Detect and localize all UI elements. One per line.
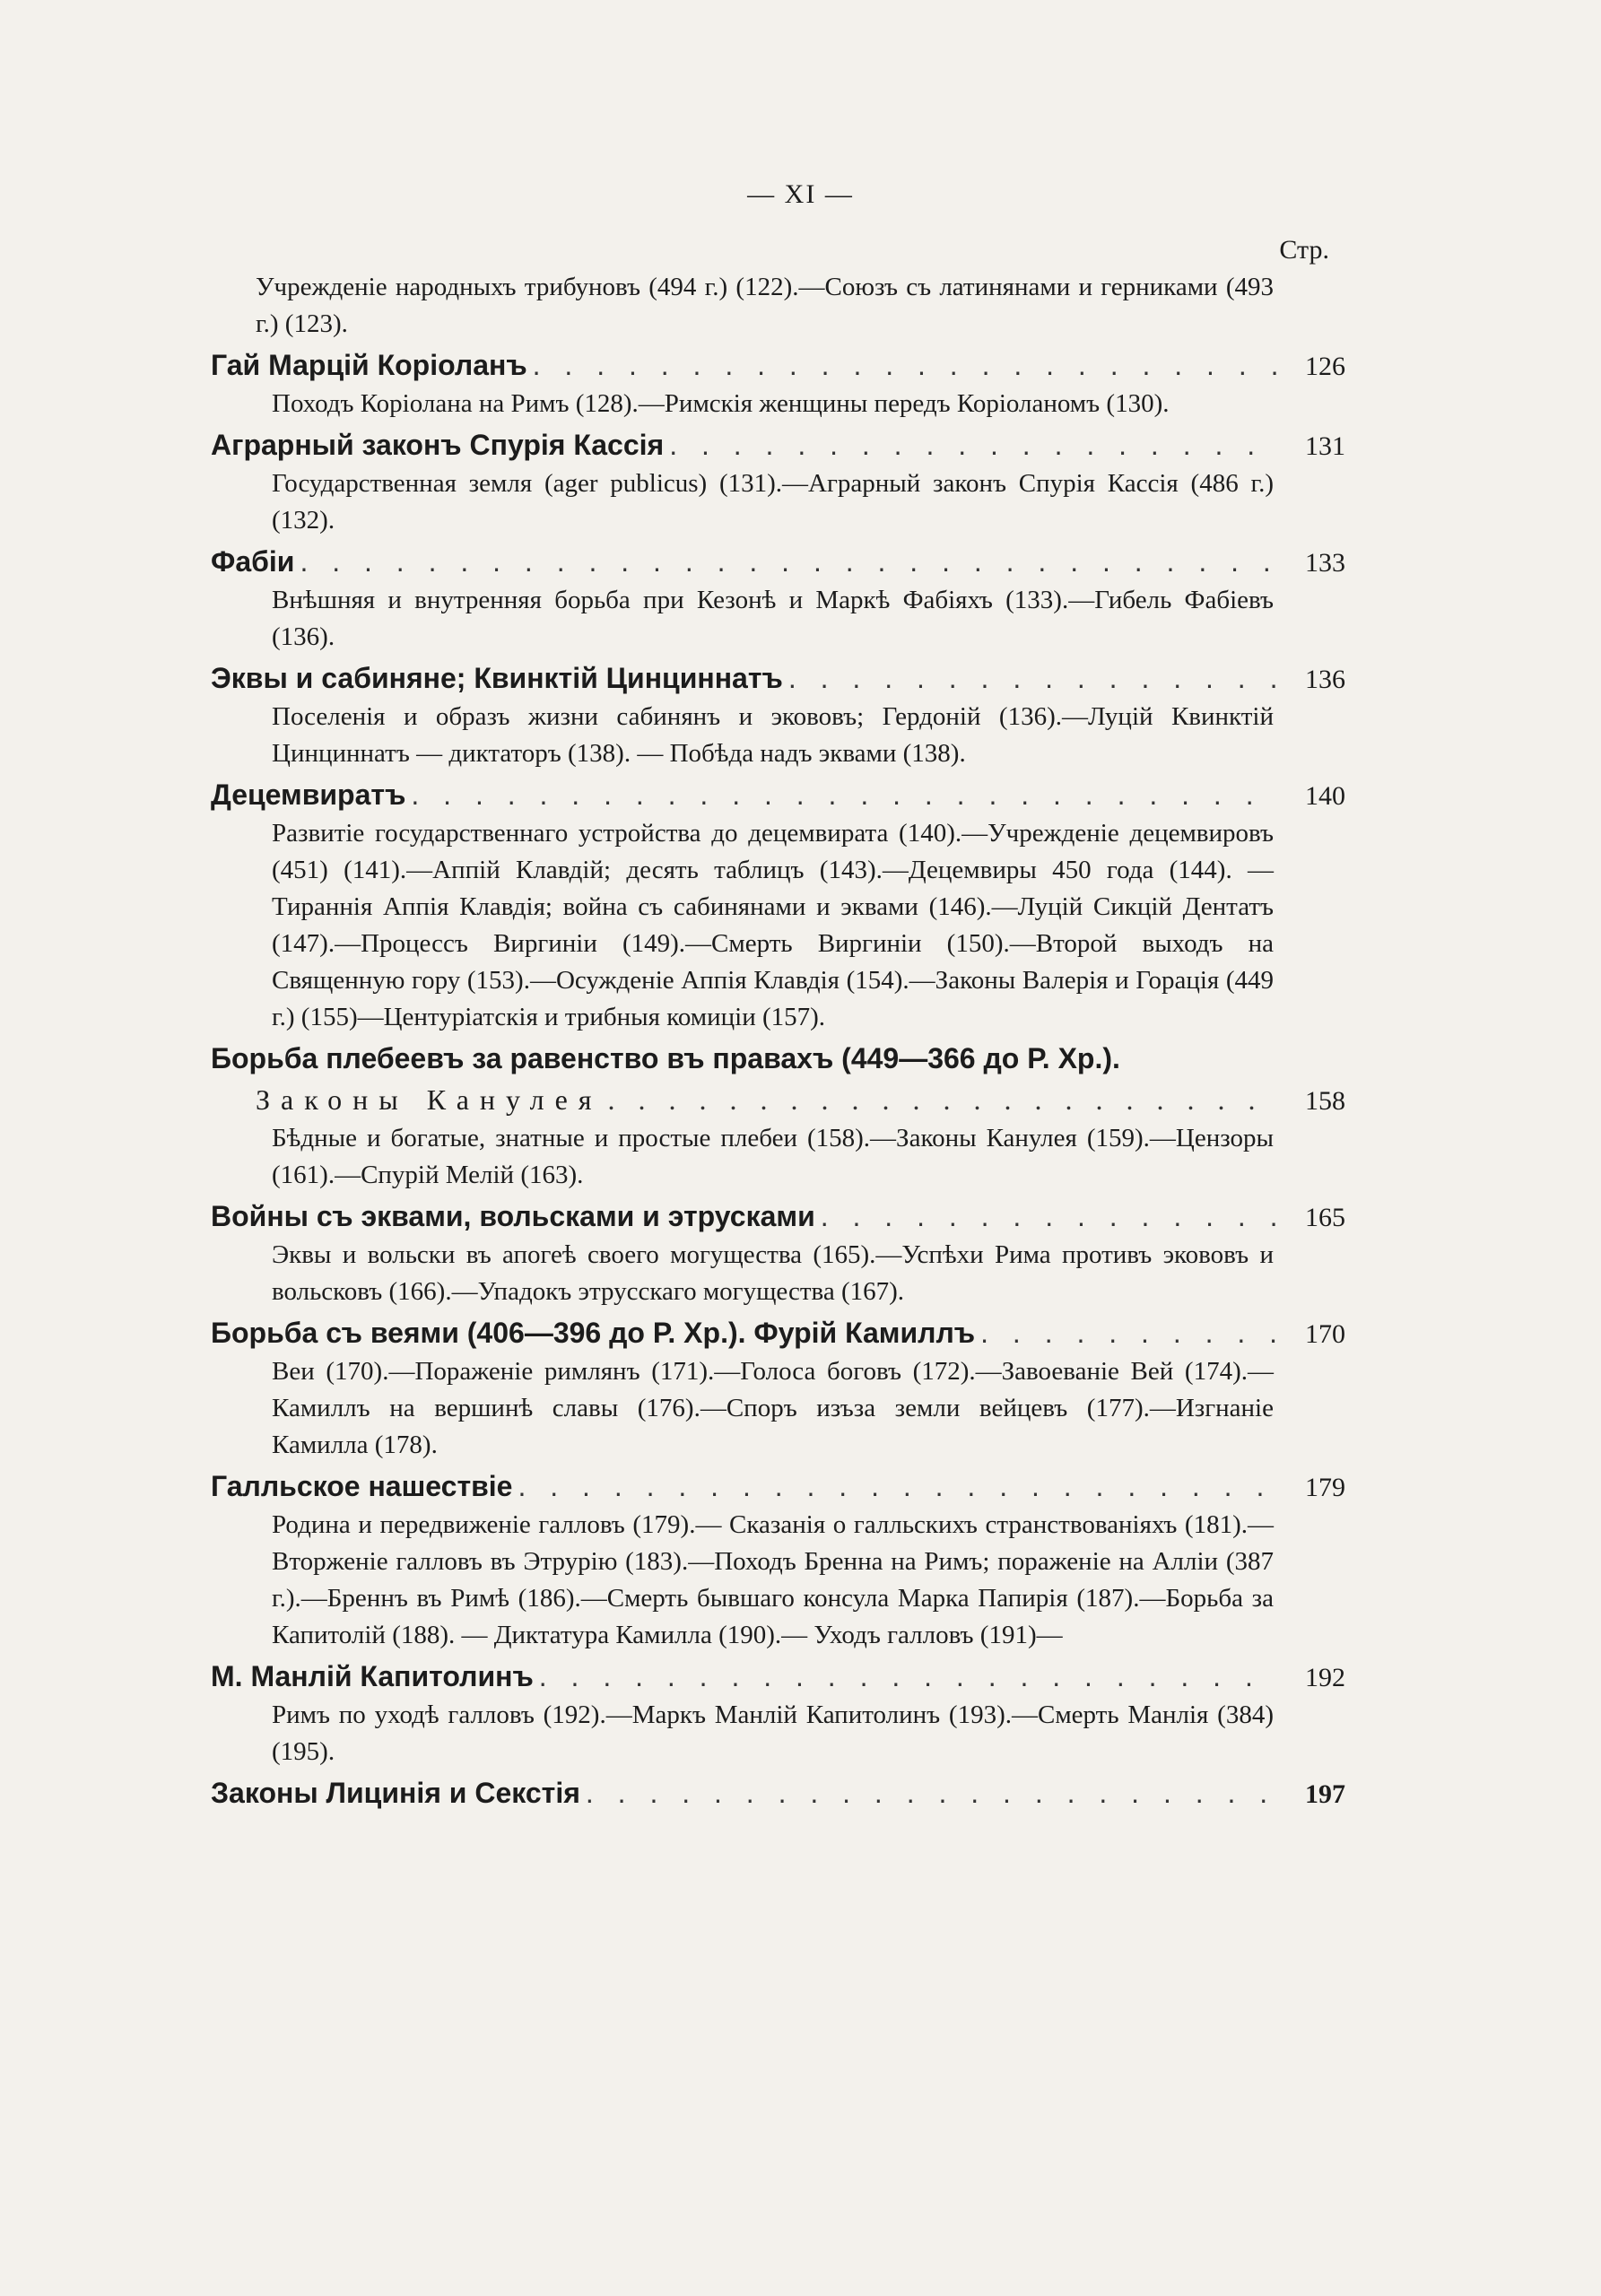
toc-entry-description: Государственная земля (ager publicus) (131).—Аграрный законъ Спурія Кассія (486 г.) (132). — [272, 469, 1274, 535]
toc-entry — [211, 543, 1345, 656]
toc-entry-page: 131 — [1305, 431, 1345, 461]
page-number: — XI — — [747, 179, 854, 209]
toc-section — [211, 1039, 1345, 1077]
dot-leader — [788, 659, 1277, 697]
toc-entry — [211, 1314, 1345, 1464]
toc-entry-description: Веи (170).—Пораженіе римлянъ (171).—Голоса боговъ (172).—Завоеваніе Вей (174).—Камиллъ на вершинѣ славы (176).—Споръ изъза земли вейцевъ (177).—Изгнаніе Камилла (178). — [272, 1357, 1274, 1459]
toc-entry — [211, 659, 1345, 772]
page-column-label: Стр. — [1279, 235, 1329, 265]
toc-entry — [211, 269, 1345, 343]
toc-entry — [211, 1467, 1345, 1654]
toc-entry-heading — [211, 1657, 1345, 1695]
toc-entry-heading — [211, 659, 1345, 697]
toc-entry-heading — [211, 1467, 1345, 1505]
toc-entry-page: 170 — [1305, 1319, 1345, 1349]
toc-entry — [211, 1774, 1345, 1812]
toc-entry-page: 192 — [1305, 1663, 1345, 1692]
toc-entry-heading — [211, 346, 1345, 384]
toc-entry-title: Законы Лицинія и Секстія — [211, 1777, 580, 1809]
toc-entry-heading — [211, 543, 1345, 580]
toc-entry-title: Децемвиратъ — [211, 778, 406, 811]
toc-entry — [211, 1197, 1345, 1310]
toc-entry-title: Галльское нашествіе — [211, 1470, 513, 1502]
dot-leader — [821, 1197, 1277, 1235]
toc-entry — [211, 346, 1345, 422]
toc-entry-description: Родина и передвиженіе галловъ (179).— Сказанія о галльскихъ странствованіяхъ (181).—Вторженіе галловъ въ Этрурію (183).—Походъ Бренна на Римъ; пораженіе на Алліи (387 г.).—Бреннъ въ Римѣ (186).—Смерть бывшаго консула Марка Папирія (187).—Борьба за Капитолій (188). — Диктатура Камилла (190).— Уходъ галловъ (191)— — [272, 1510, 1274, 1649]
toc-entry-page: 179 — [1305, 1473, 1345, 1502]
toc-entry-page: 165 — [1305, 1203, 1345, 1232]
toc-entry — [211, 426, 1345, 539]
toc-entry-description: Эквы и вольски въ апогеѣ своего могущества (165).—Успѣхи Рима противъ экововъ и вольсковъ (166).—Упадокъ этрусскаго могущества (167). — [272, 1240, 1274, 1306]
toc-entry-title: Фабіи — [211, 545, 295, 578]
toc-entry-heading — [211, 426, 1345, 464]
toc-entry-heading — [211, 1081, 1345, 1118]
dot-leader — [300, 543, 1277, 580]
toc-entry-description: Внѣшняя и внутренняя борьба при Кезонѣ и Маркѣ Фабіяхъ (133).—Гибель Фабіевъ (136). — [272, 586, 1274, 651]
toc-entry — [211, 1081, 1345, 1194]
toc-entry-title: М. Манлій Капитолинъ — [211, 1660, 534, 1692]
toc-entry-title: Войны съ эквами, вольсками и этрусками — [211, 1200, 815, 1232]
toc-entry-page: 126 — [1305, 352, 1345, 381]
toc-entry-page: 133 — [1305, 548, 1345, 578]
dot-leader — [980, 1314, 1277, 1352]
dot-leader — [411, 776, 1277, 813]
toc-entry-page: 197 — [1305, 1779, 1345, 1809]
dot-leader — [586, 1774, 1277, 1812]
toc-entry-title: Аграрный законъ Спурія Кассія — [211, 429, 665, 461]
toc-entry-heading — [211, 1774, 1345, 1812]
toc-entry-heading — [211, 1197, 1345, 1235]
table-of-contents — [211, 267, 1345, 1812]
toc-entry — [211, 776, 1345, 1036]
dot-leader — [518, 1467, 1277, 1505]
toc-section-heading — [211, 1039, 1345, 1077]
toc-entry — [211, 1657, 1345, 1770]
toc-entry-heading — [211, 1314, 1345, 1352]
toc-entry-title: Гай Марцій Коріоланъ — [211, 349, 527, 381]
toc-entry-description: Развитіе государственнаго устройства до децемвирата (140).—Учрежденіе децемвировъ (451) (141).—Аппій Клавдій; десять таблицъ (143).—Децемвиры 450 года (144). — Тираннія Аппія Клавдія; война съ сабинянами и эквами (146).—Луцій Сикцій Дентатъ (147).—Процессъ Виргиніи (149).—Смерть Виргиніи (150).—Второй выходъ на Священную гору (153).—Осужденіе Аппія Клавдія (154).—Законы Валерія и Горація (449 г.) (155)—Центуріатскія и трибныя комиціи (157). — [272, 819, 1274, 1031]
toc-entry-description: Учрежденіе народныхъ трибуновъ (494 г.) (122).—Союзъ съ латинянами и герниками (493 г.) (123). — [256, 273, 1274, 338]
toc-entry-title: Борьба съ веями (406—396 до Р. Хр.). Фурій Камиллъ — [211, 1317, 976, 1349]
toc-entry-page: 158 — [1305, 1086, 1345, 1116]
toc-entry-title: Законы Канулея — [256, 1083, 603, 1116]
toc-entry-description: Бѣдные и богатые, знатные и простые плебеи (158).—Законы Канулея (159).—Цензоры (161).—Спурій Мелій (163). — [272, 1124, 1274, 1189]
dot-leader — [669, 426, 1277, 464]
toc-entry-description: Поселенія и образъ жизни сабинянъ и экововъ; Гердоній (136).—Луцій Квинктій Цинциннатъ — диктаторъ (138). — Побѣда надъ эквами (138). — [272, 702, 1274, 768]
dot-leader — [533, 346, 1277, 384]
toc-entry-page: 140 — [1305, 781, 1345, 811]
dot-leader — [608, 1081, 1277, 1118]
toc-entry-description: Римъ по уходѣ галловъ (192).—Маркъ Манлій Капитолинъ (193).—Смерть Манлія (384) (195). — [272, 1700, 1274, 1766]
dot-leader — [539, 1657, 1277, 1695]
toc-entry-title: Эквы и сабиняне; Квинктій Цинциннатъ — [211, 662, 783, 694]
toc-entry-heading — [211, 776, 1345, 813]
toc-section-title: Борьба плебеевъ за равенство въ правахъ (449—366 до Р. Хр.). — [211, 1042, 1120, 1074]
toc-entry-description: Походъ Коріолана на Римъ (128).—Римскія женщины передъ Коріоланомъ (130). — [272, 389, 1170, 418]
toc-entry-page: 136 — [1305, 665, 1345, 694]
